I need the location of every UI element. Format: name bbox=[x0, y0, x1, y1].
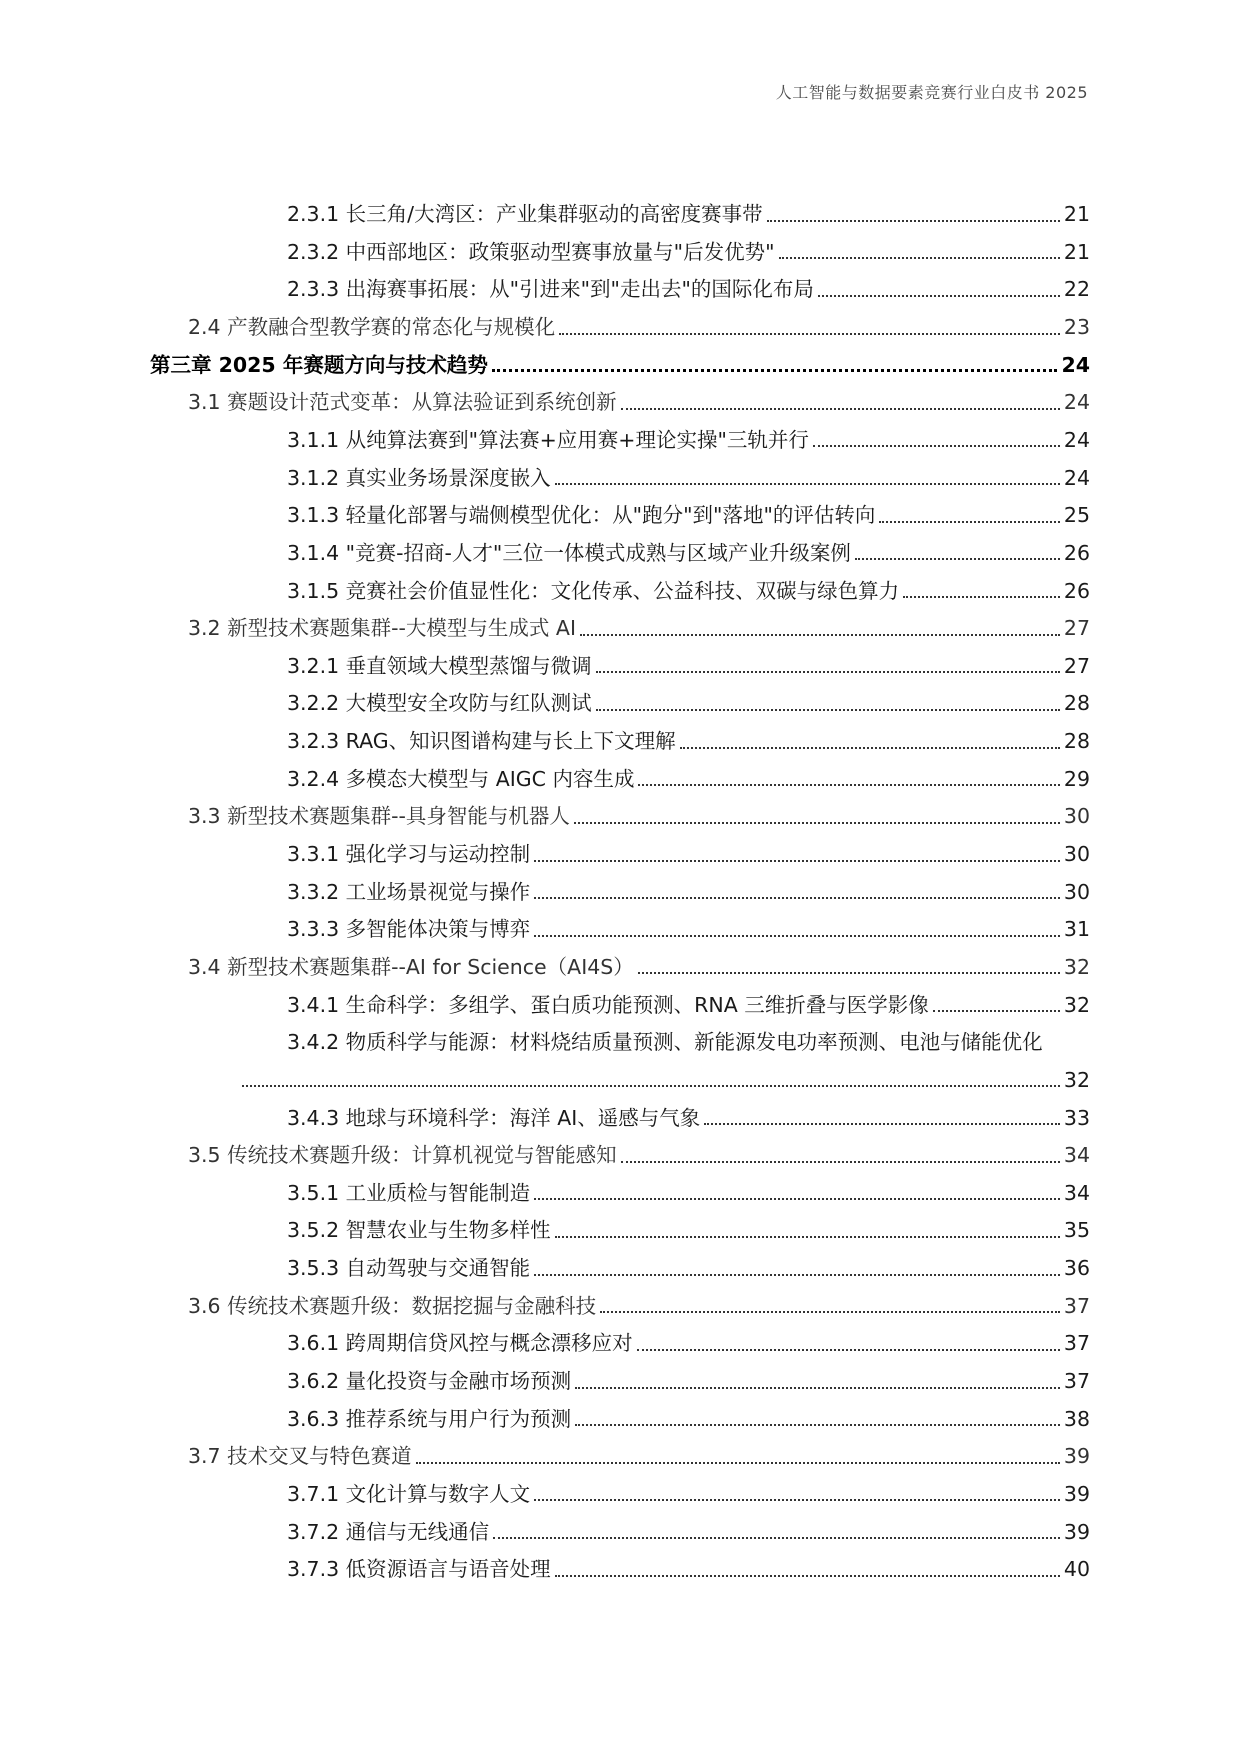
toc-section-entry[interactable] bbox=[150, 944, 1090, 982]
toc-leader-dots bbox=[574, 822, 1060, 824]
running-header: 人工智能与数据要素竞赛行业白皮书 2025 bbox=[775, 83, 1088, 102]
toc-page-number: 39 bbox=[1063, 1481, 1090, 1506]
toc-entry-title: 2.3.1 长三角/大湾区：产业集群驱动的高密度赛事带 bbox=[287, 202, 763, 227]
toc-page-number: 31 bbox=[1063, 917, 1090, 942]
toc-page-number: 33 bbox=[1063, 1105, 1090, 1130]
toc-entry-title: 3.6 传统技术赛题升级：数据挖掘与金融科技 bbox=[188, 1293, 597, 1318]
toc-leader-dots bbox=[596, 671, 1060, 673]
toc-subsection-entry[interactable] bbox=[150, 530, 1090, 568]
toc-page-number: 25 bbox=[1063, 503, 1090, 528]
toc-entry-title: 3.2.4 多模态大模型与 AIGC 内容生成 bbox=[287, 766, 635, 791]
toc-page-number: 36 bbox=[1063, 1256, 1090, 1281]
toc-leader-dots bbox=[493, 1537, 1060, 1539]
toc-entry-title: 3.4.1 生命科学：多组学、蛋白质功能预测、RNA 三维折叠与医学影像 bbox=[287, 992, 929, 1017]
toc-subsection-entry[interactable] bbox=[150, 266, 1090, 304]
table-of-contents bbox=[150, 191, 1090, 1584]
toc-subsection-entry[interactable] bbox=[150, 718, 1090, 756]
toc-entry-title: 3.7.2 通信与无线通信 bbox=[287, 1519, 490, 1544]
toc-subsection-entry[interactable] bbox=[150, 1170, 1090, 1208]
toc-page-number: 28 bbox=[1063, 691, 1090, 716]
toc-subsection-entry[interactable] bbox=[150, 191, 1090, 229]
toc-subsection-entry[interactable] bbox=[150, 981, 1090, 1019]
toc-page-number: 24 bbox=[1063, 465, 1090, 490]
toc-page-number: 27 bbox=[1063, 616, 1090, 641]
toc-page-number: 23 bbox=[1063, 315, 1090, 340]
toc-section-entry[interactable] bbox=[150, 605, 1090, 643]
toc-leader-dots bbox=[575, 1424, 1060, 1426]
toc-page-number: 29 bbox=[1063, 766, 1090, 791]
toc-leader-dots bbox=[555, 1236, 1060, 1238]
toc-subsection-entry[interactable] bbox=[150, 229, 1090, 267]
toc-entry-title: 3.7 技术交叉与特色赛道 bbox=[188, 1444, 412, 1469]
toc-leader-dots bbox=[621, 408, 1060, 410]
toc-entry-title: 3.5.2 智慧农业与生物多样性 bbox=[287, 1218, 551, 1243]
toc-subsection-entry[interactable] bbox=[150, 831, 1090, 869]
toc-leader-dots bbox=[555, 483, 1060, 485]
toc-page-number: 28 bbox=[1063, 729, 1090, 754]
toc-page-number: 32 bbox=[1063, 1067, 1090, 1092]
toc-leader-dots bbox=[416, 1462, 1060, 1464]
toc-leader-dots bbox=[855, 558, 1060, 560]
toc-leader-dots bbox=[704, 1123, 1060, 1125]
toc-leader-dots bbox=[534, 1274, 1060, 1276]
toc-leader-dots bbox=[534, 935, 1060, 937]
toc-leader-dots bbox=[534, 1499, 1060, 1501]
toc-leader-dots bbox=[242, 1085, 1060, 1087]
toc-page-number: 37 bbox=[1063, 1369, 1090, 1393]
toc-leader-dots bbox=[903, 596, 1060, 598]
toc-page-number: 37 bbox=[1063, 1293, 1090, 1318]
toc-leader-dots bbox=[534, 860, 1060, 862]
toc-leader-dots bbox=[534, 1198, 1060, 1200]
toc-subsection-entry[interactable] bbox=[150, 906, 1090, 944]
toc-entry-title: 3.1.1 从纯算法赛到"算法赛+应用赛+理论实操"三轨并行 bbox=[287, 427, 809, 452]
toc-entry-title: 3.5 传统技术赛题升级：计算机视觉与智能感知 bbox=[188, 1143, 617, 1168]
toc-entry-title: 3.7.1 文化计算与数字人文 bbox=[287, 1481, 531, 1506]
toc-entry-continuation[interactable] bbox=[150, 1057, 1090, 1095]
toc-leader-dots bbox=[767, 220, 1060, 222]
toc-entry-title: 3.1.4 "竞赛-招商-人才"三位一体模式成熟与区域产业升级案例 bbox=[287, 540, 851, 565]
toc-page-number: 30 bbox=[1063, 879, 1090, 904]
toc-page-number: 26 bbox=[1063, 578, 1090, 603]
toc-leader-dots bbox=[596, 709, 1060, 711]
toc-leader-dots bbox=[933, 1010, 1060, 1012]
toc-page-number: 34 bbox=[1063, 1180, 1090, 1205]
toc-subsection-entry[interactable] bbox=[150, 1207, 1090, 1245]
toc-leader-dots bbox=[600, 1311, 1060, 1313]
toc-entry-title: 3.1.3 轻量化部署与端侧模型优化：从"跑分"到"落地"的评估转向 bbox=[287, 503, 876, 528]
toc-subsection-entry[interactable] bbox=[150, 756, 1090, 794]
toc-section-entry[interactable] bbox=[150, 304, 1090, 342]
toc-subsection-entry[interactable] bbox=[150, 492, 1090, 530]
toc-subsection-entry[interactable] bbox=[150, 1358, 1090, 1396]
toc-page-number: 40 bbox=[1063, 1557, 1090, 1582]
toc-entry-title: 3.3 新型技术赛题集群--具身智能与机器人 bbox=[188, 804, 570, 829]
toc-page-number: 34 bbox=[1063, 1143, 1090, 1168]
toc-subsection-entry[interactable] bbox=[150, 567, 1090, 605]
toc-entry-title: 第三章 2025 年赛题方向与技术趋势 bbox=[150, 352, 488, 377]
toc-entry-title: 3.4.2 物质科学与能源：材料烧结质量预测、新能源发电功率预测、电池与储能优化 bbox=[287, 1030, 1043, 1055]
toc-entry-title: 2.3.3 出海赛事拓展：从"引进来"到"走出去"的国际化布局 bbox=[287, 277, 814, 302]
toc-leader-dots bbox=[621, 1161, 1060, 1163]
toc-section-entry[interactable] bbox=[150, 1283, 1090, 1321]
toc-entry-title: 3.4 新型技术赛题集群--AI for Science（AI4S） bbox=[188, 954, 634, 979]
toc-page-number: 27 bbox=[1063, 653, 1090, 678]
toc-subsection-entry[interactable] bbox=[150, 680, 1090, 718]
toc-entry[interactable] bbox=[150, 1019, 1090, 1057]
toc-subsection-entry[interactable] bbox=[150, 1546, 1090, 1584]
toc-entry-title: 3.1 赛题设计范式变革：从算法验证到系统创新 bbox=[188, 390, 617, 415]
toc-page-number: 26 bbox=[1063, 540, 1090, 565]
toc-leader-dots bbox=[575, 1387, 1060, 1389]
toc-page-number: 22 bbox=[1063, 277, 1090, 302]
toc-leader-dots bbox=[680, 747, 1060, 749]
toc-page-number: 32 bbox=[1063, 954, 1090, 979]
toc-entry-title: 3.5.3 自动驾驶与交通智能 bbox=[287, 1256, 531, 1281]
toc-entry-title: 3.3.3 多智能体决策与博弈 bbox=[287, 917, 531, 942]
toc-leader-dots bbox=[555, 1575, 1060, 1577]
toc-page-number: 39 bbox=[1063, 1444, 1090, 1469]
toc-leader-dots bbox=[813, 445, 1060, 447]
toc-entry-title: 3.1.5 竞赛社会价值显性化：文化传承、公益科技、双碳与绿色算力 bbox=[287, 578, 900, 603]
toc-entry-title: 2.3.2 中西部地区：政策驱动型赛事放量与"后发优势" bbox=[287, 239, 775, 264]
toc-page-number: 39 bbox=[1063, 1519, 1090, 1544]
toc-subsection-entry[interactable] bbox=[150, 1245, 1090, 1283]
toc-page-number: 35 bbox=[1063, 1218, 1090, 1243]
toc-entry-title: 3.4.3 地球与环境科学：海洋 AI、遥感与气象 bbox=[287, 1105, 701, 1130]
toc-page-number: 30 bbox=[1063, 842, 1090, 867]
toc-section-entry[interactable] bbox=[150, 793, 1090, 831]
toc-subsection-entry[interactable] bbox=[150, 869, 1090, 907]
toc-entry-title: 3.2 新型技术赛题集群--大模型与生成式 AI bbox=[188, 616, 576, 641]
toc-subsection-entry[interactable] bbox=[150, 1471, 1090, 1509]
toc-leader-dots bbox=[492, 369, 1058, 372]
toc-leader-dots bbox=[637, 1349, 1060, 1351]
toc-page-number: 38 bbox=[1063, 1406, 1090, 1431]
toc-leader-dots bbox=[638, 784, 1059, 786]
toc-page-number: 24 bbox=[1063, 427, 1090, 452]
toc-leader-dots bbox=[638, 972, 1060, 974]
toc-section-entry[interactable] bbox=[150, 379, 1090, 417]
toc-leader-dots bbox=[779, 257, 1060, 259]
toc-subsection-entry[interactable] bbox=[150, 454, 1090, 492]
toc-entry-title: 3.3.2 工业场景视觉与操作 bbox=[287, 879, 531, 904]
toc-section-entry[interactable] bbox=[150, 1433, 1090, 1471]
toc-leader-dots bbox=[534, 897, 1060, 899]
toc-entry-title: 3.3.1 强化学习与运动控制 bbox=[287, 842, 531, 867]
toc-entry-title: 3.2.3 RAG、知识图谱构建与长上下文理解 bbox=[287, 729, 676, 754]
toc-leader-dots bbox=[559, 333, 1060, 335]
toc-subsection-entry[interactable] bbox=[150, 1094, 1090, 1132]
toc-entry-title: 3.7.3 低资源语言与语音处理 bbox=[287, 1557, 551, 1582]
toc-subsection-entry[interactable] bbox=[150, 1396, 1090, 1434]
toc-entry-title: 3.6.1 跨周期信贷风控与概念漂移应对 bbox=[287, 1331, 633, 1356]
toc-entry-title: 3.6.2 量化投资与金融市场预测 bbox=[287, 1369, 572, 1393]
toc-page-number: 24 bbox=[1063, 390, 1090, 415]
toc-entry-title: 2.4 产教融合型教学赛的常态化与规模化 bbox=[188, 315, 556, 340]
toc-chapter-entry[interactable] bbox=[150, 342, 1090, 380]
toc-entry-title: 3.2.2 大模型安全攻防与红队测试 bbox=[287, 691, 592, 716]
toc-leader-dots bbox=[580, 634, 1060, 636]
toc-page-number: 21 bbox=[1063, 239, 1090, 264]
toc-subsection-entry[interactable] bbox=[150, 417, 1090, 455]
toc-entry-title: 3.5.1 工业质检与智能制造 bbox=[287, 1180, 531, 1205]
toc-entry-title: 3.2.1 垂直领域大模型蒸馏与微调 bbox=[287, 653, 592, 678]
toc-subsection-entry[interactable] bbox=[150, 643, 1090, 681]
toc-section-entry[interactable] bbox=[150, 1132, 1090, 1170]
toc-page-number: 21 bbox=[1063, 202, 1090, 227]
toc-subsection-entry[interactable] bbox=[150, 1320, 1090, 1358]
toc-page-number: 24 bbox=[1061, 352, 1090, 377]
toc-subsection-entry[interactable] bbox=[150, 1508, 1090, 1546]
toc-leader-dots bbox=[879, 521, 1060, 523]
toc-page-number: 30 bbox=[1063, 804, 1090, 829]
toc-leader-dots bbox=[818, 295, 1060, 297]
toc-entry-title: 3.1.2 真实业务场景深度嵌入 bbox=[287, 465, 551, 490]
toc-entry-title: 3.6.3 推荐系统与用户行为预测 bbox=[287, 1406, 572, 1431]
toc-page-number: 37 bbox=[1063, 1331, 1090, 1356]
toc-page-number: 32 bbox=[1063, 992, 1090, 1017]
